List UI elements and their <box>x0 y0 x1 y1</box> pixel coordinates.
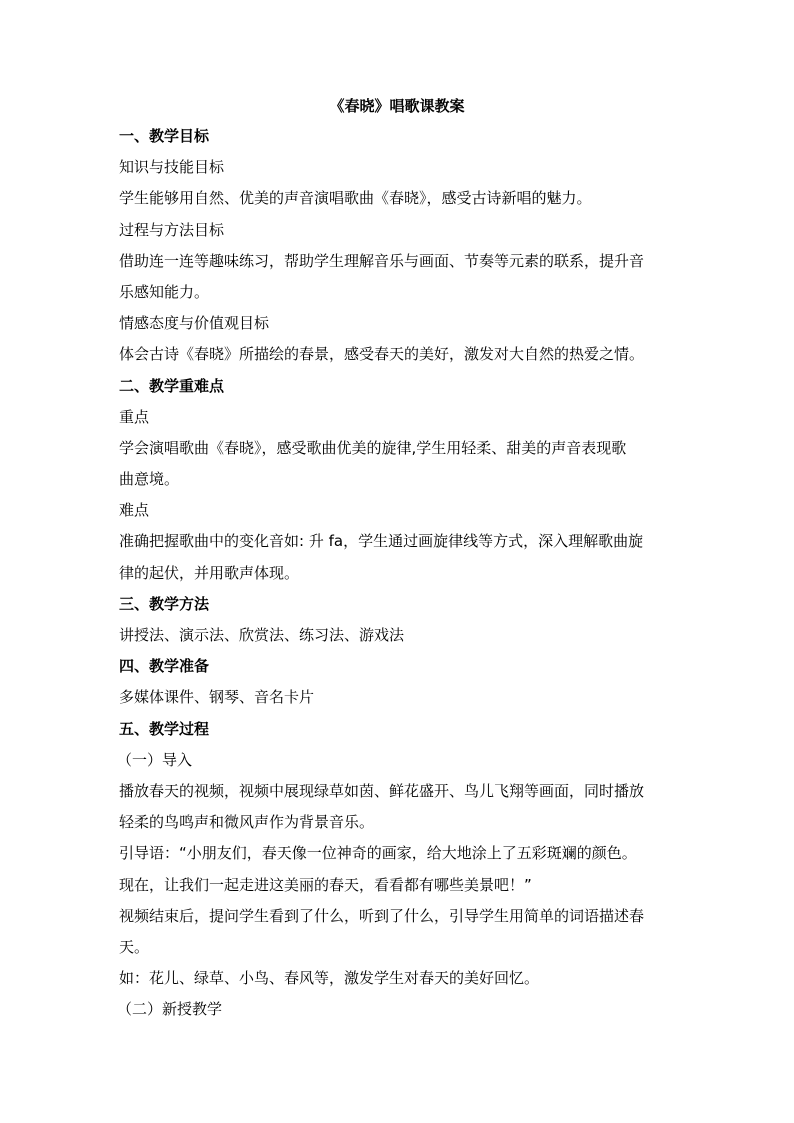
paragraph-line: 重点 <box>119 407 150 426</box>
paragraph-line: 准确把握歌曲中的变化音如: 升 fa，学生通过画旋律线等方式，深入理解歌曲旋 <box>119 532 644 551</box>
document-title: 《春晓》唱歌课教案 <box>329 97 465 115</box>
paragraph-line: 曲意境。 <box>119 470 180 489</box>
paragraph-line: （二）新授教学 <box>117 1000 223 1019</box>
paragraph-line: 轻柔的鸟鸣声和微风声作为背景音乐。 <box>119 813 375 832</box>
paragraph-line: 引导语：“小朋友们，春天像一位神奇的画家，给大地涂上了五彩斑斓的颜色。 <box>119 844 637 863</box>
paragraph-line: （一）导入 <box>117 750 193 769</box>
paragraph-line: 如：花儿、绿草、小鸟、春风等，激发学生对春天的美好回忆。 <box>119 969 540 988</box>
document-body <box>119 121 684 1025</box>
paragraph-line: 天。 <box>119 937 150 956</box>
paragraph-line: 律的起伏，并用歌声体现。 <box>119 563 300 582</box>
paragraph-line: 体会古诗《春晓》所描绘的春景，感受春天的美好，激发对大自然的热爱之情。 <box>119 345 645 364</box>
paragraph-line: 知识与技能目标 <box>119 158 225 177</box>
section-heading: 三、教学方法 <box>119 594 210 613</box>
section-heading: 五、教学过程 <box>119 719 210 738</box>
paragraph-line: 过程与方法目标 <box>119 220 225 239</box>
paragraph-line: 情感态度与价值观目标 <box>119 314 270 333</box>
section-heading: 一、教学目标 <box>119 127 210 145</box>
paragraph-line: 学会演唱歌曲《春晓》，感受歌曲优美的旋律,学生用轻柔、甜美的声音表现歌 <box>119 438 627 457</box>
paragraph-line: 多媒体课件、钢琴、音名卡片 <box>119 688 315 707</box>
section-heading: 二、教学重难点 <box>119 376 225 395</box>
paragraph-line: 学生能够用自然、优美的声音演唱歌曲《春晓》，感受古诗新唱的魅力。 <box>119 189 592 208</box>
paragraph-line: 现在，让我们一起走进这美丽的春天，看看都有哪些美景吧！” <box>119 875 532 894</box>
paragraph-line: 讲授法、演示法、欣赏法、练习法、游戏法 <box>119 626 405 644</box>
section-heading: 四、教学准备 <box>119 657 210 676</box>
paragraph-line: 播放春天的视频，视频中展现绿草如茵、鲜花盛开、鸟儿飞翔等画面，同时播放 <box>119 781 645 800</box>
paragraph-line: 视频结束后，提问学生看到了什么，听到了什么，引导学生用简单的词语描述春 <box>119 906 645 925</box>
paragraph-line: 借助连一连等趣味练习，帮助学生理解音乐与画面、节奏等元素的联系，提升音 <box>119 251 645 270</box>
paragraph-line: 难点 <box>119 501 150 520</box>
paragraph-line: 乐感知能力。 <box>119 282 210 301</box>
